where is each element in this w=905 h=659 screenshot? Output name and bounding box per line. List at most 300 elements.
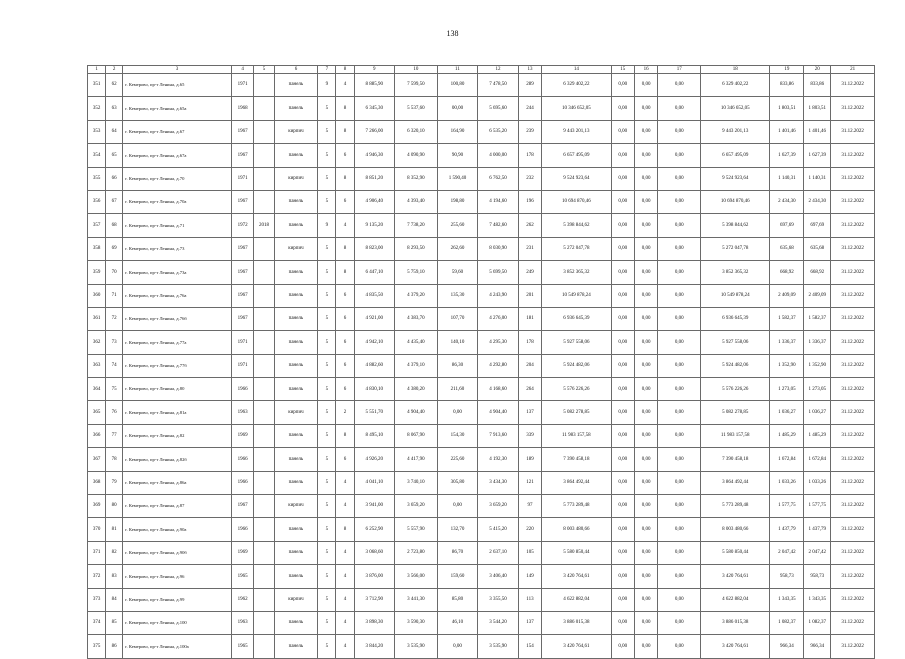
address-cell: г. Кемерово, пр-т Ленина, д.73а	[123, 261, 232, 284]
table-cell: 63	[106, 97, 123, 120]
table-cell: 1963	[231, 401, 253, 424]
table-cell	[254, 97, 274, 120]
table-cell: 7 478,50	[478, 74, 519, 97]
table-cell: 9 524 923,64	[701, 167, 770, 190]
table-cell: 10 346 652,05	[701, 97, 770, 120]
table-cell: 0,00	[634, 448, 657, 471]
table-cell: 6	[336, 331, 354, 354]
table-cell: 364	[88, 378, 106, 401]
table-cell: 2 434,30	[804, 190, 831, 213]
table-cell: 8	[336, 424, 354, 447]
table-cell: 0,00	[611, 354, 634, 377]
table-cell: 1 273,05	[770, 378, 804, 401]
table-cell	[254, 237, 274, 260]
table-cell: 5	[318, 284, 336, 307]
table-cell: 2 409,09	[804, 284, 831, 307]
table-cell: 373	[88, 588, 106, 611]
column-header: 2	[106, 66, 123, 74]
table-cell: 0,00	[658, 74, 701, 97]
table-cell: 0,00	[611, 518, 634, 541]
column-header: 8	[336, 66, 354, 74]
table-cell	[254, 495, 274, 518]
column-header: 14	[542, 66, 611, 74]
table-cell: 154,30	[437, 424, 478, 447]
table-cell: 81	[106, 518, 123, 541]
table-cell: 0,00	[611, 635, 634, 658]
table-cell	[254, 167, 274, 190]
address-cell: г. Кемерово, пр-т Ленина, д.71	[123, 214, 232, 237]
table-cell: 0,00	[658, 541, 701, 564]
column-header: 4	[231, 66, 253, 74]
table-cell: 0,00	[611, 448, 634, 471]
table-cell: 5 927 558,06	[542, 331, 611, 354]
table-cell: 1966	[231, 518, 253, 541]
column-header: 7	[318, 66, 336, 74]
table-row	[88, 378, 875, 401]
table-cell	[254, 541, 274, 564]
table-row	[88, 495, 875, 518]
table-cell: 7 482,60	[478, 214, 519, 237]
address-cell: г. Кемерово, пр-т Ленина, д.82б	[123, 448, 232, 471]
table-cell: 6 936 645,39	[701, 307, 770, 330]
address-cell: г. Кемерово, пр-т Ленина, д.81а	[123, 401, 232, 424]
table-cell: 211,60	[437, 378, 478, 401]
table-cell: 1 033,26	[804, 471, 831, 494]
table-cell: 0,00	[611, 144, 634, 167]
table-cell: 366	[88, 424, 106, 447]
table-cell: 79	[106, 471, 123, 494]
column-header: 3	[123, 66, 232, 74]
table-cell: 4 942,10	[354, 331, 395, 354]
table-cell: 4 168,60	[478, 378, 519, 401]
table-cell: 11 983 157,58	[542, 424, 611, 447]
table-cell: кирпич	[274, 167, 318, 190]
table-cell: 0,00	[634, 144, 657, 167]
table-cell: 3 566,00	[395, 565, 438, 588]
column-header: 5	[254, 66, 274, 74]
table-cell: 3 420 764,61	[701, 565, 770, 588]
table-row	[88, 448, 875, 471]
table-cell: 1971	[231, 354, 253, 377]
table-cell: 5 924 482,06	[701, 354, 770, 377]
table-cell: 5 272 047,78	[701, 237, 770, 260]
table-cell: 4 194,60	[478, 190, 519, 213]
table-cell: 5 576 226,26	[701, 378, 770, 401]
table-cell: 0,00	[611, 214, 634, 237]
table-cell	[254, 74, 274, 97]
table-cell: 1 033,26	[770, 471, 804, 494]
table-cell: 249	[518, 261, 541, 284]
table-cell: 9	[318, 74, 336, 97]
table-cell: 31.12.2022	[831, 635, 875, 658]
table-cell: 137	[518, 611, 541, 634]
table-cell: 0,00	[634, 518, 657, 541]
column-header: 6	[274, 66, 318, 74]
table-cell: 360	[88, 284, 106, 307]
table-cell: 3 852 365,32	[701, 261, 770, 284]
table-cell: 8	[336, 120, 354, 143]
table-cell: 1969	[231, 424, 253, 447]
table-cell: 5 551,70	[354, 401, 395, 424]
table-cell: 4	[336, 214, 354, 237]
table-cell: 352	[88, 97, 106, 120]
table-cell: 0,00	[634, 588, 657, 611]
table-cell: 1 485,29	[804, 424, 831, 447]
table-cell: 5	[318, 120, 336, 143]
table-cell	[254, 144, 274, 167]
address-cell: г. Кемерово, пр-т Ленина, д.65	[123, 74, 232, 97]
address-cell: г. Кемерово, пр-т Ленина, д.86а	[123, 471, 232, 494]
table-cell: 1 672,84	[770, 448, 804, 471]
table-cell	[254, 284, 274, 307]
table-cell: 137	[518, 401, 541, 424]
address-cell: г. Кемерово, пр-т Ленина, д.76б	[123, 307, 232, 330]
table-cell: 5	[318, 354, 336, 377]
table-cell: 0,00	[611, 237, 634, 260]
table-cell: 1 082,37	[770, 611, 804, 634]
table-cell: 7 390 458,18	[542, 448, 611, 471]
table-cell: 105	[518, 541, 541, 564]
table-cell: 374	[88, 611, 106, 634]
address-cell: г. Кемерово, пр-т Ленина, д.100а	[123, 635, 232, 658]
page-number: 138	[446, 29, 459, 38]
table-cell: 4 835,50	[354, 284, 395, 307]
table-cell: панель	[274, 518, 318, 541]
table-cell: 0,00	[611, 284, 634, 307]
table-cell: 3 420 764,61	[701, 635, 770, 658]
table-cell: 958,73	[804, 565, 831, 588]
table-cell: 1967	[231, 284, 253, 307]
table-cell: 65	[106, 144, 123, 167]
table-cell: 6 936 645,39	[542, 307, 611, 330]
table-cell: 31.12.2022	[831, 190, 875, 213]
table-cell: 64	[106, 120, 123, 143]
table-cell: 78	[106, 448, 123, 471]
table-cell: 1 485,29	[770, 424, 804, 447]
table-cell: 0,00	[634, 611, 657, 634]
table-cell: 4	[336, 541, 354, 564]
table-cell: 3 535,90	[395, 635, 438, 658]
table-cell: 1967	[231, 120, 253, 143]
table-cell: 1 672,84	[804, 448, 831, 471]
table-cell: 1 036,27	[770, 401, 804, 424]
table-cell: 5 580 850,44	[542, 541, 611, 564]
table-cell: 2 047,42	[804, 541, 831, 564]
table-cell: 2 723,80	[395, 541, 438, 564]
table-cell: 8 030,90	[478, 237, 519, 260]
table-cell: 31.12.2022	[831, 378, 875, 401]
table-cell: 86	[106, 635, 123, 658]
table-cell: 371	[88, 541, 106, 564]
table-cell: 1971	[231, 167, 253, 190]
table-cell: 966,34	[770, 635, 804, 658]
table-cell: 0,00	[658, 284, 701, 307]
table-cell: панель	[274, 284, 318, 307]
table-cell: 0,00	[437, 401, 478, 424]
table-cell: 0,00	[634, 401, 657, 424]
table-cell: 4 379,20	[395, 284, 438, 307]
table-cell: 31.12.2022	[831, 237, 875, 260]
table-cell: 3 864 492,44	[701, 471, 770, 494]
table-cell: 6	[336, 378, 354, 401]
table-cell: 0,00	[658, 518, 701, 541]
table-cell: 356	[88, 190, 106, 213]
table-cell: 0,00	[658, 495, 701, 518]
table-cell: 5 557,90	[395, 518, 438, 541]
table-cell: 86,30	[437, 354, 478, 377]
table-cell: 6 657 495,09	[701, 144, 770, 167]
table-cell: 3 659,20	[395, 495, 438, 518]
table-cell: 9 443 201,13	[542, 120, 611, 143]
table-cell: 2 637,10	[478, 541, 519, 564]
address-cell: г. Кемерово, пр-т Ленина, д.77а	[123, 331, 232, 354]
column-header: 9	[354, 66, 395, 74]
table-cell: 339	[518, 424, 541, 447]
table-cell: 3 659,20	[478, 495, 519, 518]
table-cell: 0,00	[437, 495, 478, 518]
table-cell: 0,00	[634, 565, 657, 588]
table-cell: 1 582,37	[770, 307, 804, 330]
table-cell: 6 329 402,22	[542, 74, 611, 97]
table-cell: 1965	[231, 635, 253, 658]
table-cell: 80	[106, 495, 123, 518]
table-cell: 0,00	[611, 424, 634, 447]
table-cell: 59,60	[437, 261, 478, 284]
table-row	[88, 120, 875, 143]
table-cell: 0,00	[658, 237, 701, 260]
table-cell: 635,68	[804, 237, 831, 260]
table-body	[88, 74, 875, 659]
table-cell: 0,00	[437, 635, 478, 658]
table-cell: 154	[518, 635, 541, 658]
table-cell: 2 434,30	[770, 190, 804, 213]
table-cell: 4 622 882,04	[542, 588, 611, 611]
table-cell: 365	[88, 401, 106, 424]
table-cell: 31.12.2022	[831, 424, 875, 447]
column-header: 1	[88, 66, 106, 74]
table-cell: 121	[518, 471, 541, 494]
table-cell: 6 345,30	[354, 97, 395, 120]
table-cell: 375	[88, 635, 106, 658]
table-cell: кирпич	[274, 120, 318, 143]
table-cell: 4 192,30	[478, 448, 519, 471]
table-cell: 3 420 764,61	[542, 635, 611, 658]
table-cell: 3 886 015,38	[701, 611, 770, 634]
table-cell: 3 886 015,38	[542, 611, 611, 634]
table-cell: 4 000,00	[478, 144, 519, 167]
table-cell: 10 694 870,46	[542, 190, 611, 213]
table-cell: 85	[106, 611, 123, 634]
table-cell: 289	[518, 74, 541, 97]
table-cell: 1 577,75	[770, 495, 804, 518]
table-cell: 0,00	[611, 471, 634, 494]
table-cell: 372	[88, 565, 106, 588]
header-row	[88, 66, 875, 74]
table-cell: 368	[88, 471, 106, 494]
table-cell: 31.12.2022	[831, 167, 875, 190]
table-cell: 1 590,40	[437, 167, 478, 190]
table-cell: 4 906,40	[354, 190, 395, 213]
table-cell: 4 379,10	[395, 354, 438, 377]
table-row	[88, 331, 875, 354]
table-cell: 697,69	[770, 214, 804, 237]
table-row	[88, 541, 875, 564]
table-cell: 4 292,80	[478, 354, 519, 377]
table-cell: 31.12.2022	[831, 214, 875, 237]
table-cell: 6	[336, 284, 354, 307]
table-cell: 4 435,40	[395, 331, 438, 354]
table-cell: 4 417,90	[395, 448, 438, 471]
table-cell: 0,00	[611, 120, 634, 143]
table-cell: 5 773 289,48	[701, 495, 770, 518]
table-cell: 5 695,60	[478, 97, 519, 120]
table-cell: 354	[88, 144, 106, 167]
table-cell	[254, 611, 274, 634]
table-cell: 11 983 157,58	[701, 424, 770, 447]
table-cell: кирпич	[274, 401, 318, 424]
table-cell: 0,00	[611, 588, 634, 611]
table-cell	[254, 354, 274, 377]
table-cell: 4 946,30	[354, 144, 395, 167]
table-cell: 4 243,90	[478, 284, 519, 307]
table-cell: 3 864 492,44	[542, 471, 611, 494]
table-cell: 1 140,31	[770, 167, 804, 190]
table-cell: 75	[106, 378, 123, 401]
table-cell: 4 383,70	[395, 307, 438, 330]
table-cell: 1963	[231, 611, 253, 634]
table-cell: 6	[336, 448, 354, 471]
table-row	[88, 214, 875, 237]
table-cell: 8 823,00	[354, 237, 395, 260]
table-row	[88, 424, 875, 447]
table-cell: 4 921,00	[354, 307, 395, 330]
table-cell: 5 398 844,62	[542, 214, 611, 237]
table-cell: 83	[106, 565, 123, 588]
table-cell: 7 599,50	[395, 74, 438, 97]
table-cell: 85,80	[437, 588, 478, 611]
table-cell: 31.12.2022	[831, 448, 875, 471]
table-cell	[254, 378, 274, 401]
table-cell: 0,00	[658, 190, 701, 213]
table-cell: 2 409,09	[770, 284, 804, 307]
address-cell: г. Кемерово, пр-т Ленина, д.87	[123, 495, 232, 518]
table-cell: 0,00	[658, 565, 701, 588]
table-cell: 5 924 482,06	[542, 354, 611, 377]
table-cell: 1 336,37	[770, 331, 804, 354]
table-cell: 3 876,00	[354, 565, 395, 588]
table-cell: 7 913,60	[478, 424, 519, 447]
table-cell: 0,00	[634, 190, 657, 213]
table-cell: 2018	[254, 214, 274, 237]
table-cell: 5 082 278,85	[701, 401, 770, 424]
table-cell: 4 090,90	[395, 144, 438, 167]
table-cell: панель	[274, 307, 318, 330]
table-cell: 31.12.2022	[831, 401, 875, 424]
table-cell: 201	[518, 284, 541, 307]
address-cell: г. Кемерово, пр-т Ленина, д.90а	[123, 518, 232, 541]
table-cell: 1 352,90	[770, 354, 804, 377]
table-cell: 1972	[231, 214, 253, 237]
table-cell: 225,60	[437, 448, 478, 471]
table-cell: 3 434,30	[478, 471, 519, 494]
table-cell: 46,10	[437, 611, 478, 634]
table-cell: 358	[88, 237, 106, 260]
table-cell: 135,30	[437, 284, 478, 307]
table-cell: 0,00	[611, 190, 634, 213]
table-cell	[254, 190, 274, 213]
table-cell: 668,92	[804, 261, 831, 284]
table-cell: 0,00	[611, 565, 634, 588]
table-header	[88, 66, 875, 74]
table-cell: 0,00	[658, 97, 701, 120]
table-row	[88, 167, 875, 190]
table-cell	[254, 518, 274, 541]
table-cell	[254, 120, 274, 143]
table-cell: 0,00	[634, 74, 657, 97]
table-cell: 668,92	[770, 261, 804, 284]
table-cell: 5 398 844,62	[701, 214, 770, 237]
table-row	[88, 74, 875, 97]
address-cell: г. Кемерово, пр-т Ленина, д.67	[123, 120, 232, 143]
column-header: 10	[395, 66, 438, 74]
table-cell: 1 401,46	[770, 120, 804, 143]
table-cell: 1966	[231, 448, 253, 471]
table-cell: 0,00	[658, 635, 701, 658]
table-cell: 1968	[231, 97, 253, 120]
table-cell: 5 927 558,06	[701, 331, 770, 354]
table-row	[88, 237, 875, 260]
table-cell: 5	[318, 635, 336, 658]
table-cell: 4	[336, 471, 354, 494]
table-cell: 0,00	[634, 120, 657, 143]
table-cell: 196	[518, 190, 541, 213]
table-cell: 5	[318, 307, 336, 330]
table-cell: 10 346 652,05	[542, 97, 611, 120]
table-cell: 189	[518, 448, 541, 471]
table-cell: 1 036,27	[804, 401, 831, 424]
table-cell: 0,00	[658, 354, 701, 377]
table-cell	[254, 401, 274, 424]
table-cell: 0,00	[658, 261, 701, 284]
table-cell: 370	[88, 518, 106, 541]
table-cell: панель	[274, 331, 318, 354]
table-cell: 84	[106, 588, 123, 611]
table-cell: 3 844,20	[354, 635, 395, 658]
table-cell: 3 535,90	[478, 635, 519, 658]
table-cell: 5	[318, 495, 336, 518]
table-cell: 2 047,42	[770, 541, 804, 564]
table-cell: 0,00	[634, 237, 657, 260]
table-cell: 5	[318, 448, 336, 471]
table-row	[88, 588, 875, 611]
table-cell: 31.12.2022	[831, 120, 875, 143]
table-cell: 6	[336, 354, 354, 377]
table-cell: 5 576 226,26	[542, 378, 611, 401]
table-row	[88, 565, 875, 588]
table-cell: 107,70	[437, 307, 478, 330]
table-cell: 5	[318, 144, 336, 167]
table-row	[88, 190, 875, 213]
table-cell: 4 904,40	[395, 401, 438, 424]
table-cell: 0,00	[611, 541, 634, 564]
table-cell: 351	[88, 74, 106, 97]
table-cell: 697,69	[804, 214, 831, 237]
table-cell: 90,90	[437, 144, 478, 167]
table-cell: 132,70	[437, 518, 478, 541]
table-cell: 361	[88, 307, 106, 330]
address-cell: г. Кемерово, пр-т Ленина, д.82	[123, 424, 232, 447]
table-cell: 8	[336, 518, 354, 541]
